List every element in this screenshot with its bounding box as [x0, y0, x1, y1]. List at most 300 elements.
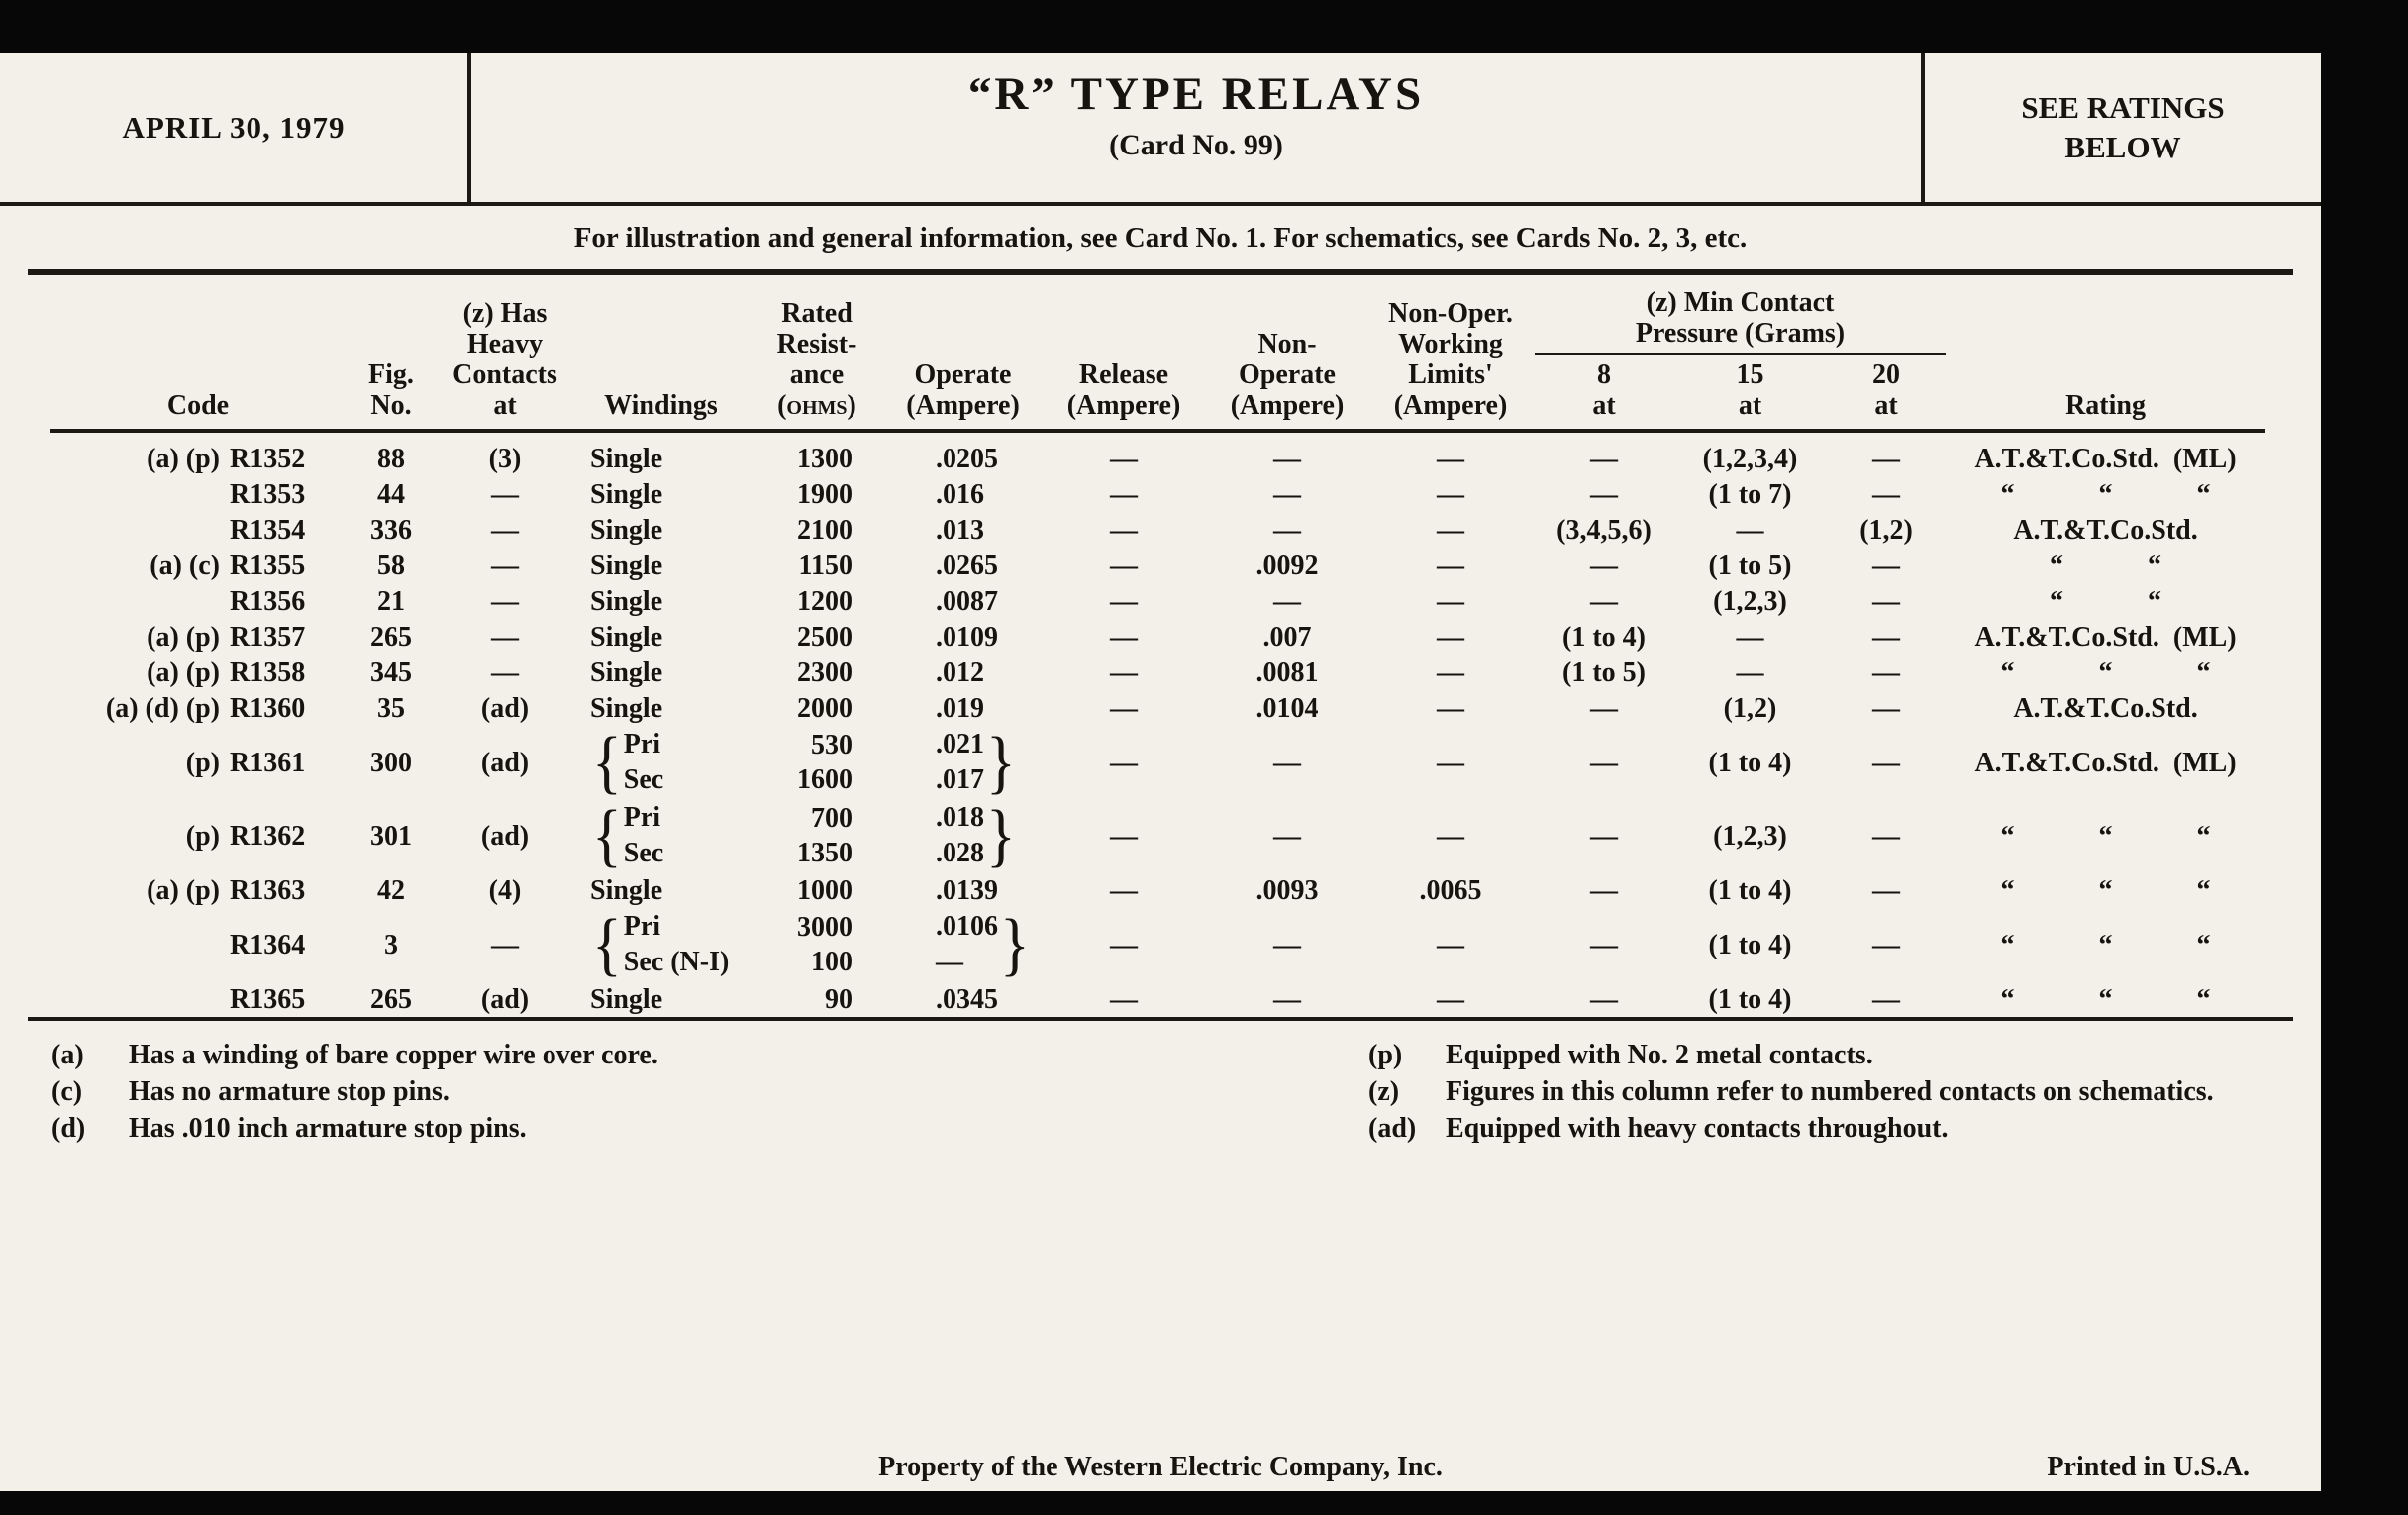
code-wrap	[50, 584, 347, 619]
cell-windings	[574, 796, 748, 875]
cell-release: —	[1110, 656, 1138, 688]
cell-operate	[886, 723, 1040, 802]
cell-code	[50, 726, 347, 799]
cell-resistance	[748, 548, 886, 583]
cell-heavy-contacts: (4)	[488, 874, 522, 906]
cell-fig: 301	[370, 820, 412, 852]
winding-line: Pri	[623, 802, 661, 833]
windings-brace-group	[590, 796, 748, 875]
col-header-non_operate	[1208, 283, 1366, 431]
cell-pressure-20: —	[1872, 983, 1901, 1015]
cell-release: —	[1110, 585, 1138, 617]
cell-working-limits: .0065	[1419, 874, 1482, 906]
cell-heavy-contacts: (ad)	[480, 983, 530, 1015]
footnote-line	[51, 1037, 1368, 1073]
rating-text: A.T.&T.Co.Std. (ML)	[1974, 443, 2237, 474]
cell-release: —	[1110, 621, 1138, 653]
cell-code	[50, 548, 347, 583]
operate-line: .028	[936, 838, 984, 868]
cell-fig: 44	[377, 478, 405, 510]
cell-rating	[1946, 548, 2265, 583]
date-label: APRIL 30, 1979	[122, 110, 346, 145]
cell-non-operate: —	[1273, 983, 1301, 1015]
cell-operate: .0265	[936, 550, 998, 581]
resistance-line: 530	[811, 730, 853, 760]
cell-windings: Single	[590, 621, 663, 653]
cell-windings: Single	[590, 692, 663, 724]
winding-line: Pri	[623, 911, 661, 942]
cell-release: —	[1110, 550, 1138, 581]
cell-non-operate: —	[1273, 443, 1301, 474]
cell-operate: .016	[936, 478, 984, 510]
cell-heavy-contacts: (ad)	[480, 820, 530, 852]
cell-rating	[1946, 981, 2265, 1017]
cell-release: —	[1110, 983, 1138, 1015]
cell-pressure-8: —	[1590, 983, 1618, 1015]
cell-non-operate: —	[1273, 820, 1301, 852]
relay-table	[50, 283, 2265, 1017]
cell-release: —	[1110, 514, 1138, 546]
cell-non-operate: —	[1273, 478, 1301, 510]
col-header-code	[50, 283, 347, 431]
date-cell	[0, 53, 467, 202]
col-header-p15	[1673, 354, 1827, 432]
cell-operate: .0139	[936, 874, 998, 906]
cell-non-operate: .0104	[1255, 692, 1319, 724]
code-wrap	[50, 549, 347, 583]
cell-pressure-8: (1 to 4)	[1562, 621, 1646, 653]
resistance-line: 2300	[797, 656, 853, 688]
col-header-operate	[886, 283, 1040, 431]
cell-pressure-15: (1 to 4)	[1708, 983, 1792, 1015]
cell-pressure-15: (1 to 5)	[1708, 550, 1792, 581]
cell-windings	[574, 905, 748, 984]
cell-pressure-20: —	[1872, 747, 1901, 778]
col-header-heavy	[436, 283, 574, 431]
relay-code: R1356	[230, 585, 306, 617]
header-line: 8	[1597, 359, 1611, 390]
rating-text: “ “	[2050, 550, 2162, 581]
table-bottom-rule	[28, 1017, 2293, 1021]
header-line: Pressure (Grams)	[1635, 318, 1846, 349]
cell-code	[50, 476, 347, 512]
resistance-line: 1000	[797, 874, 853, 906]
code-wrap	[50, 656, 347, 690]
cell-rating	[1946, 690, 2265, 726]
table-row	[50, 872, 2265, 908]
header-line: Resist-	[776, 329, 857, 359]
operate-brace-group	[936, 723, 1040, 802]
header-line: (z) Min Contact	[1646, 287, 1835, 318]
relay-code: R1365	[230, 983, 306, 1015]
left-brace: {	[592, 796, 622, 875]
header-line: Rated	[781, 298, 853, 329]
cell-operate: .0087	[936, 585, 998, 617]
cell-resistance	[748, 908, 886, 981]
rating-text: A.T.&T.Co.Std.	[2013, 514, 2198, 546]
header-line: ance	[789, 359, 845, 390]
footnote-text: Has .010 inch armature stop pins.	[129, 1113, 527, 1144]
cell-pressure-20: (1,2)	[1859, 514, 1913, 546]
cell-code	[50, 981, 347, 1017]
relay-code: R1357	[230, 621, 306, 653]
cell-resistance	[748, 655, 886, 690]
relay-code: R1362	[230, 820, 306, 852]
cell-code	[50, 799, 347, 872]
cell-code	[50, 512, 347, 548]
cell-operate	[886, 796, 1040, 875]
cell-pressure-8: —	[1590, 874, 1618, 906]
cell-code	[50, 872, 347, 908]
header-line: Fig.	[368, 359, 414, 390]
right-brace: }	[986, 723, 1016, 802]
table-row	[50, 431, 2265, 476]
relay-code: R1361	[230, 747, 306, 778]
cell-resistance	[748, 872, 886, 908]
footnote-text: Equipped with heavy contacts throughout.	[1446, 1113, 1949, 1144]
operate-line: .021	[936, 729, 984, 759]
cell-release: —	[1110, 747, 1138, 778]
cell-fig: 336	[370, 514, 412, 546]
header-line: Limits'	[1408, 359, 1493, 390]
winding-line: Sec	[623, 838, 664, 868]
cell-non-operate: .007	[1262, 621, 1312, 653]
operate-line: —	[936, 947, 963, 977]
cell-pressure-15: (1 to 4)	[1708, 929, 1792, 960]
resistance-line: 2500	[797, 621, 853, 653]
page-title: “R” TYPE RELAYS	[967, 68, 1425, 120]
footnote-marker: (c)	[51, 1076, 83, 1107]
header-line: Rating	[2065, 390, 2146, 421]
code-wrap	[50, 691, 347, 726]
table-row	[50, 619, 2265, 655]
winding-line: Pri	[623, 729, 661, 759]
cell-resistance	[748, 619, 886, 655]
col-header-fig	[347, 283, 436, 431]
cell-operate: .0205	[936, 443, 998, 474]
cell-pressure-20: —	[1872, 443, 1901, 474]
col-header-p8	[1535, 354, 1673, 432]
header-line: Code	[166, 390, 230, 421]
rating-text: “ “ “	[2000, 820, 2211, 852]
right-brace: }	[1000, 905, 1030, 984]
cell-operate: .0345	[936, 983, 998, 1015]
header-line: Operate	[1239, 359, 1336, 390]
cell-release: —	[1110, 478, 1138, 510]
scan-border-bottom	[0, 1491, 2408, 1515]
cell-pressure-20: —	[1872, 929, 1901, 960]
relay-card-page	[0, 53, 2321, 1491]
cell-code	[50, 655, 347, 690]
cell-non-operate: —	[1273, 514, 1301, 546]
table-row	[50, 655, 2265, 690]
cell-working-limits: —	[1437, 820, 1464, 852]
header-line: (Ampere)	[906, 390, 1020, 421]
windings-brace-group	[590, 723, 748, 802]
scan-border-right	[2321, 0, 2408, 1515]
table-top-rule	[28, 269, 2293, 275]
header-line: 20	[1872, 359, 1901, 390]
header-line: Working	[1398, 329, 1503, 359]
code-wrap	[50, 819, 347, 854]
cell-resistance	[748, 431, 886, 476]
resistance-line: 2100	[797, 514, 853, 546]
property-line: Property of the Western Electric Company, Inc.	[878, 1452, 1443, 1482]
resistance-line: 1300	[797, 443, 853, 474]
code-wrap	[50, 513, 347, 548]
rating-text: “ “ “	[2000, 656, 2211, 688]
rating-text: A.T.&T.Co.Std. (ML)	[1974, 747, 2237, 778]
resistance-line: 1600	[797, 764, 853, 795]
windings-lines	[624, 800, 663, 871]
header-row-1	[50, 283, 2265, 354]
footnote-line	[1368, 1073, 2265, 1110]
cell-working-limits: —	[1437, 550, 1464, 581]
col-header-p20	[1827, 354, 1946, 432]
footnotes	[51, 1037, 2265, 1147]
header-line: Release	[1078, 359, 1169, 390]
cell-pressure-8: —	[1590, 550, 1618, 581]
relay-code: R1355	[230, 550, 306, 581]
table-row	[50, 799, 2265, 872]
cell-pressure-8: —	[1590, 692, 1618, 724]
cell-resistance	[748, 799, 886, 872]
footnote-line	[1368, 1037, 2265, 1073]
cell-operate: .019	[936, 692, 984, 724]
windings-lines	[624, 909, 730, 980]
cell-code	[50, 619, 347, 655]
cell-pressure-15: (1 to 4)	[1708, 874, 1792, 906]
header-line: No.	[370, 390, 412, 421]
cell-release: —	[1110, 820, 1138, 852]
code-wrap	[50, 873, 347, 908]
cell-rating	[1946, 726, 2265, 799]
cell-resistance	[748, 726, 886, 799]
cell-pressure-8: —	[1590, 929, 1618, 960]
cell-pressure-20: —	[1872, 656, 1901, 688]
operate-lines	[936, 909, 998, 980]
code-wrap	[50, 982, 347, 1017]
cell-pressure-20: —	[1872, 820, 1901, 852]
resistance-line: 1350	[797, 838, 853, 868]
cell-rating	[1946, 908, 2265, 981]
row-prefix: (a) (p)	[147, 656, 220, 688]
cell-windings: Single	[590, 656, 663, 688]
header-line: Contacts	[452, 359, 557, 390]
scan-border-top	[0, 0, 2408, 53]
cell-rating	[1946, 619, 2265, 655]
operate-brace-group	[936, 905, 1040, 984]
cell-operate: .0109	[936, 621, 998, 653]
footnote-marker: (z)	[1368, 1076, 1400, 1107]
header-line: Non-Oper.	[1388, 298, 1513, 329]
cell-pressure-20: —	[1872, 692, 1901, 724]
rating-text: “ “ “	[2000, 983, 2211, 1015]
left-brace: {	[592, 723, 622, 802]
cell-heavy-contacts: —	[491, 621, 519, 653]
resistance-line: 2000	[797, 692, 853, 724]
ratings-note	[1925, 53, 2321, 202]
operate-line: .017	[936, 764, 984, 795]
windings-lines	[624, 727, 663, 798]
cell-release: —	[1110, 929, 1138, 960]
footnote-line	[1368, 1110, 2265, 1147]
cell-heavy-contacts: —	[491, 929, 519, 960]
cell-fig: 265	[370, 621, 412, 653]
code-wrap	[50, 477, 347, 512]
cell-pressure-8: —	[1590, 747, 1618, 778]
cell-windings: Single	[590, 478, 663, 510]
header-line: Operate	[914, 359, 1012, 390]
cell-pressure-8: (1 to 5)	[1562, 656, 1646, 688]
cell-pressure-15: —	[1736, 621, 1764, 653]
cell-heavy-contacts: (ad)	[480, 747, 530, 778]
rating-text: “ “ “	[2000, 478, 2211, 510]
relay-code: R1353	[230, 478, 306, 510]
cell-fig: 88	[377, 443, 405, 474]
table-row	[50, 583, 2265, 619]
operate-line: .018	[936, 802, 984, 833]
cell-resistance	[748, 690, 886, 726]
ratings-note-line1: SEE RATINGS	[2021, 90, 2225, 125]
cell-windings: Single	[590, 443, 663, 474]
relay-table-header	[50, 283, 2265, 431]
col-header-limits	[1366, 283, 1535, 431]
cell-working-limits: —	[1437, 443, 1464, 474]
code-wrap	[50, 746, 347, 780]
title-cell	[467, 53, 1925, 202]
cell-working-limits: —	[1437, 747, 1464, 778]
header-line: (Ampere)	[1393, 390, 1508, 421]
cell-rating	[1946, 583, 2265, 619]
resistance-line: 1150	[798, 550, 853, 581]
right-brace: }	[986, 796, 1016, 875]
cell-windings: Single	[590, 514, 663, 546]
cell-pressure-8: —	[1590, 820, 1618, 852]
windings-brace-group	[590, 905, 748, 984]
footnote-marker: (d)	[51, 1113, 86, 1144]
cell-operate: .013	[936, 514, 984, 546]
row-prefix: (a) (p)	[147, 621, 220, 653]
footnotes-right	[1368, 1037, 2265, 1147]
table-row	[50, 981, 2265, 1017]
cell-pressure-15: (1,2,3,4)	[1702, 443, 1798, 474]
col-header-windings	[574, 283, 748, 431]
footnote-marker: (a)	[51, 1040, 84, 1070]
rating-text: A.T.&T.Co.Std. (ML)	[1974, 621, 2237, 653]
relay-table-body	[50, 431, 2265, 1017]
cell-resistance	[748, 583, 886, 619]
cell-windings: Single	[590, 550, 663, 581]
cell-release: —	[1110, 443, 1138, 474]
cell-windings: Single	[590, 983, 663, 1015]
rating-text: A.T.&T.Co.Std.	[2013, 692, 2198, 724]
cell-resistance	[748, 981, 886, 1017]
cell-resistance	[748, 476, 886, 512]
relay-code: R1364	[230, 929, 306, 960]
row-prefix: (a) (p)	[147, 443, 220, 474]
printed-line: Printed in U.S.A.	[2047, 1452, 2250, 1482]
table-row	[50, 476, 2265, 512]
cell-fig: 58	[377, 550, 405, 581]
cell-pressure-15: —	[1736, 656, 1764, 688]
header-line: at	[1738, 390, 1762, 421]
cell-rating	[1946, 476, 2265, 512]
code-wrap	[50, 442, 347, 476]
cell-code	[50, 690, 347, 726]
cell-heavy-contacts: (ad)	[480, 692, 530, 724]
cell-code	[50, 431, 347, 476]
resistance-line: 100	[811, 947, 853, 977]
cell-fig: 300	[370, 747, 412, 778]
cell-heavy-contacts: —	[491, 514, 519, 546]
cell-windings	[574, 723, 748, 802]
cell-working-limits: —	[1437, 585, 1464, 617]
footnote-marker: (ad)	[1368, 1113, 1417, 1144]
cell-heavy-contacts: (3)	[488, 443, 522, 474]
col-header-rating	[1946, 283, 2265, 431]
cell-pressure-8: —	[1590, 585, 1618, 617]
relay-code: R1360	[230, 692, 306, 724]
row-prefix: (p)	[185, 820, 220, 852]
cell-non-operate: .0092	[1255, 550, 1319, 581]
table-row	[50, 512, 2265, 548]
table-row	[50, 690, 2265, 726]
cell-pressure-15: (1 to 7)	[1708, 478, 1792, 510]
cell-resistance	[748, 512, 886, 548]
footnote-text: Equipped with No. 2 metal contacts.	[1446, 1040, 1873, 1070]
cell-operate	[886, 905, 1040, 984]
cell-fig: 21	[377, 585, 405, 617]
cell-working-limits: —	[1437, 621, 1464, 653]
cell-pressure-8: (3,4,5,6)	[1556, 514, 1652, 546]
cell-fig: 42	[377, 874, 405, 906]
cell-non-operate: —	[1273, 929, 1301, 960]
cell-non-operate: .0081	[1255, 656, 1319, 688]
cell-working-limits: —	[1437, 478, 1464, 510]
cell-rating	[1946, 799, 2265, 872]
resistance-line: 90	[825, 983, 853, 1015]
rating-text: “ “ “	[2000, 874, 2211, 906]
resistance-line: 1900	[797, 478, 853, 510]
col-header-resistance	[748, 283, 886, 431]
cell-fig: 35	[377, 692, 405, 724]
code-wrap	[50, 620, 347, 655]
header-line: (Ampere)	[1066, 390, 1181, 421]
header-line: at	[1874, 390, 1898, 421]
cell-pressure-20: —	[1872, 621, 1901, 653]
cell-pressure-8: —	[1590, 443, 1618, 474]
table-row	[50, 726, 2265, 799]
winding-line: Sec (N-I)	[623, 947, 730, 977]
header-line: Heavy	[466, 329, 544, 359]
header-line: at	[1592, 390, 1616, 421]
cell-working-limits: —	[1437, 692, 1464, 724]
relay-code: R1358	[230, 656, 306, 688]
cell-windings: Single	[590, 585, 663, 617]
winding-line: Sec	[623, 764, 664, 795]
cell-heavy-contacts: —	[491, 478, 519, 510]
footnote-line	[51, 1110, 1368, 1147]
resistance-line: 1200	[797, 585, 853, 617]
cell-pressure-8: —	[1590, 478, 1618, 510]
cell-windings: Single	[590, 874, 663, 906]
relay-code: R1354	[230, 514, 306, 546]
cell-non-operate: —	[1273, 585, 1301, 617]
footnote-text: Has no armature stop pins.	[129, 1076, 450, 1107]
table-row	[50, 548, 2265, 583]
relay-code: R1352	[230, 443, 306, 474]
